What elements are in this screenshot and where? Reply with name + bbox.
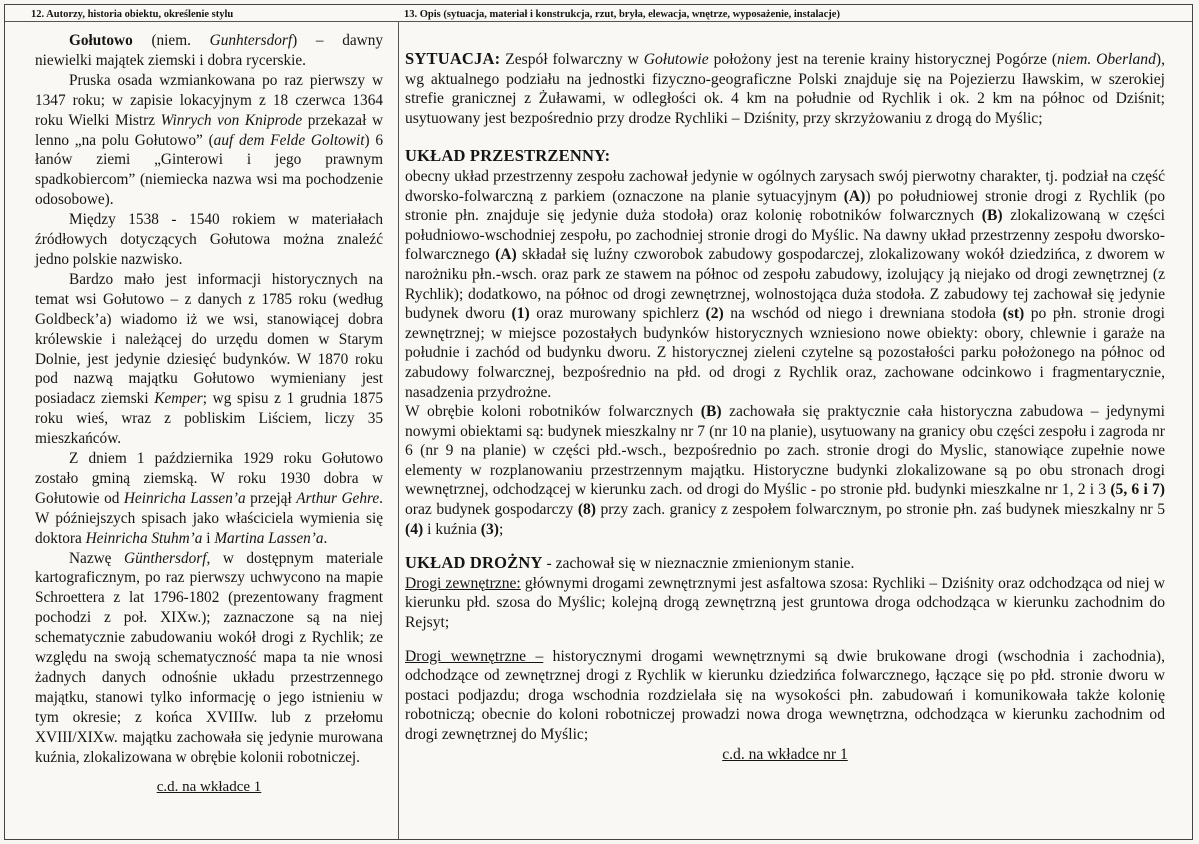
- uklad-heading: UKŁAD PRZESTRZENNY:: [405, 146, 611, 166]
- village-name: Gołutowo: [69, 32, 133, 49]
- text-run: składał się luźny czworobok zabudowy gospodarczej, zlokalizowany wokół dziedzińca, z dworem w narożniku płn.-wsch. oraz park ze stawem na północ od zespołu zabudowy, izolujący ją niejako od drogi zewnętrznej (z Rychlik); dodatkowo, na północ od drogi zewnętrznej, wolnostojąca duża stodoła. Z zabudowy tej zachował się jedynie budynek dworu: [405, 246, 1165, 323]
- text-run: W obrębie koloni robotników folwarcznych: [405, 403, 701, 421]
- drozny-paragraph: [405, 553, 1165, 574]
- form-sheet: [4, 4, 1193, 840]
- person-name: Kemper: [154, 390, 203, 408]
- text-run: Z dniem 1 października 1929 roku Gołutowo zostało gminą ziemską. W roku 1930 dobra w Gołutowie od: [35, 450, 383, 507]
- plan-marker: (A): [843, 187, 866, 205]
- plan-marker: (5, 6 i 7): [1110, 481, 1165, 499]
- history-column: [35, 31, 383, 797]
- person-name: Winrych von Kniprode: [160, 111, 303, 129]
- text-run: przekazał w lenno „na polu Gołutowo” (: [35, 111, 383, 149]
- plan-marker: (B): [700, 403, 722, 421]
- text-run: .: [323, 529, 328, 547]
- text-run: ;: [498, 520, 504, 538]
- text-run: głównymi drogami zewnętrznymi jest asfaltowa szosa: Rychliki – Dziśnity oraz odchodząca od niej w kierunku płd. szosa do Myślic; kolejną drogą zewnętrzną jest gruntowa droga odchodząca w kierunku zachodnim do Rejsyt;: [405, 574, 1165, 632]
- spacer: [405, 633, 1165, 647]
- drozny-heading: UKŁAD DROŻNY: [405, 553, 543, 573]
- person-name: Heinricha Lassen’a: [123, 489, 246, 507]
- text-run: Zespół folwarczny w: [500, 51, 644, 68]
- history-paragraph-3: Między 1538 - 1540 rokiem w materiałach źródłowych dotyczących Gołutowa można znaleźć jedno polskie nazwisko.: [35, 211, 383, 268]
- plan-marker: (1): [511, 305, 530, 323]
- plan-marker: (2): [705, 305, 724, 323]
- text-run: zlokalizowaną w części południowo-wschodniej zespołu, po zachodniej stronie drogi do Myślic. Na dawny układ przestrzenny zespołu dworsko-folwarcznego: [405, 207, 1165, 264]
- place-name: Gołutowie: [643, 51, 709, 68]
- person-name: Heinricha Stuhm’a: [85, 529, 203, 547]
- person-name: Martina Lassen’a: [214, 529, 324, 547]
- person-name: Arthur Gehre: [296, 489, 380, 507]
- text-run: Nazwę: [69, 549, 125, 567]
- column-divider: [398, 21, 399, 839]
- spacer: [35, 768, 383, 778]
- section-12-header: 12. Autorzy, historia obiektu, określenie stylu: [31, 9, 234, 20]
- text-run: i kuźnia: [423, 520, 481, 538]
- text-run: ) 6 łanów ziemi „Ginterowi i jego prawnym spadkobiercom” (niemiecka nazwa wsi ma pochodzenie odosobowe).: [35, 131, 384, 209]
- german-name: Gunhtersdorf: [209, 32, 293, 49]
- header-rule: [5, 21, 1192, 22]
- plan-marker: (4): [405, 520, 424, 538]
- text-run: historycznymi drogami wewnętrznymi są dwie brukowane drogi (wschodnia i zachodnia), odchodzące od zewnętrznej drogi z Rychlik w kierunku dziedzińca folwarcznego, łączące się po płd. stronie dworu w postaci podjazdu; droga wschodnia rozdzielała się na wysokości płn. zabudowań i komunikowała także kolonię robotniczą; obecnie do koloni robotniczej prowadzi nowa droga wewnętrzna, odchodząca w kierunku zachodnim od drogi zewnętrznej do Myślic;: [405, 647, 1165, 743]
- text-run: ) – dawny niewielki majątek ziemski i dobra rycerskie.: [35, 32, 383, 69]
- drogi-wewnetrzne-paragraph: [405, 647, 1165, 745]
- text-run: na wschód od niego i drewniana stodoła: [723, 305, 1003, 323]
- continued-note-right: c.d. na wkładce nr 1: [722, 745, 848, 763]
- text-run: obecny układ przestrzenny zespołu zachował jedynie w ogólnych zarysach swój pierwotny charakter, tj. podział na część dworsko-folwarczną z parkiem (oznaczone na planie sytuacyjnym: [405, 167, 1165, 205]
- text-run: Bardzo mało jest informacji historycznych na temat wsi Gołutowo – z danych z 1785 roku (według Goldbeck’a) wiadomo iż we wsi, stanowiącej dobra królewskie i należącej do urzędu domen w Starym Dolnie, jest jedynie dziesięć budynków. W 1870 roku pod nazwą majątku Gołutowo wymieniany jest posiadacz ziemski: [35, 270, 383, 408]
- drogi-wewnetrzne-heading: Drogi wewnętrzne –: [405, 647, 544, 665]
- text-run: zachowała się praktycznie cała historyczna zabudowa – jedynymi nowymi obiektami są: budynek mieszkalny nr 7 (nr 10 na planie), usytuowany na granicy obu części zespołu i zagroda nr 6 (nr 9 na planie) w części płd.-wsch., bezpośrednio po zach. stronie drogi do Myslic, stanowiące zupełnie nowe elementy w rozplanowaniu przestrzennym majątku. Historyczne budynki zlokalizowane są po obu stronach drogi wewnętrznej, odchodzącej w kierunku zach. od drogi do Myślic - po stronie płd. budynki mieszkalne nr 1, 2 i 3: [405, 403, 1165, 499]
- history-paragraph-4: [35, 270, 383, 449]
- spacer: [405, 128, 1165, 146]
- history-paragraph-1: [35, 31, 383, 71]
- text-run: oraz murowany spichlerz: [529, 305, 706, 323]
- plan-marker: (3): [480, 520, 499, 538]
- plan-marker: (st): [1002, 305, 1025, 323]
- text-run: oraz budynek gospodarczy: [405, 501, 578, 519]
- section-13-header: 13. Opis (sytuacja, materiał i konstrukcja, rzut, bryła, elewacja, wnętrze, wyposażenie, instalacje): [404, 9, 840, 20]
- history-paragraph-2: [35, 71, 383, 210]
- text-run: ), wg aktualnego podziału na jednostki fizyczno-geograficzne Polski znajduje się na Pojezierzu Iławskim, w szerokiej strefie granicznej z Żuławami, w odległości ok. 4 km na południe od Rychlik i ok. 2 km na północ od Dziśnit; usytuowany jest bezpośrednio przy drodze Rychliki – Dziśnity, przy skrzyżowaniu z drogą do Myślic;: [405, 51, 1165, 127]
- german-name: Günthersdorf: [124, 549, 207, 567]
- sytuacja-heading: SYTUACJA:: [405, 49, 501, 68]
- text-run: ; wg spisu z 1 grudnia 1875 roku wieś, wraz z pobliskim Liściem, liczy 35 mieszkańców.: [35, 390, 383, 448]
- continued-note-left: c.d. na wkładce 1: [156, 778, 262, 795]
- text-run: , w dostępnym materiale kartograficznym, po raz pierwszy uchwycono na mapie Schroettera z lat 1796-1802 (prezentowany fragment pochodzi z poł. XIXw.); zaznaczone są na niej schematycznie zabudowaniu wokół drogi z Rychlik; ze względu na swoją schematyczność mapa ta nie wnosi żadnych danych odnośnie układu przestrzennego majątku, stanowi tylko informację o jego istnieniu w tym okresie; z końca XVIIIw. lub z przełomu XVIII/XIXw. majątku zachowała się jedynie murowana kuźnia, zlokalizowana w obrębie kolonii robotniczej.: [35, 549, 383, 766]
- drogi-zewnetrzne-paragraph: [405, 574, 1165, 633]
- text-run: po płn. stronie drogi zewnętrznej; w miejsce pozostałych budynków historycznych wzniesiono nowe obiekty: obory, chlewnie i garaże na południe i zachód od budynku dworu. Z historycznej zieleni czytelne są pozostałości parku położonego na północ od zabudowy folwarcznej, bezpośrednio na płd. od drogi z Rychlik oraz, zachowane odcinkowo i fragmentarycznie, nasadzenia przydrożne.: [405, 305, 1166, 401]
- uklad-paragraph-1: [405, 167, 1165, 402]
- text-run: przy zach. granicy z zespołem folwarcznym, po stronie płn. zaś budynek mieszkalny nr 5: [596, 501, 1165, 519]
- spacer: [405, 31, 1165, 49]
- sytuacja-paragraph: [405, 49, 1165, 128]
- spacer: [405, 539, 1165, 553]
- text-run: położony jest na terenie krainy historycznej Pogórze (: [708, 51, 1058, 68]
- text-run: Pruska osada wzmiankowana po raz pierwszy w 1347 roku; w zapisie lokacyjnym z 18 czerwca 1364 roku Wielki Mistrz: [35, 71, 383, 129]
- text-run: przejął: [245, 489, 297, 507]
- plan-marker: (A): [495, 246, 517, 264]
- text-run: i: [202, 529, 215, 547]
- german-phrase: auf dem Felde Goltowit: [213, 131, 365, 149]
- german-name: niem. Oberland: [1057, 51, 1156, 68]
- plan-marker: (8): [577, 501, 596, 519]
- drogi-zewnetrzne-heading: Drogi zewnętrzne:: [405, 574, 521, 592]
- plan-marker: (B): [981, 207, 1003, 225]
- description-column: [405, 31, 1165, 764]
- history-paragraph-5: [35, 449, 383, 549]
- text-run: - zachował się w nieznacznie zmienionym stanie.: [542, 555, 855, 573]
- uklad-heading-line: [405, 146, 1165, 167]
- uklad-paragraph-2: [405, 402, 1165, 539]
- text-run: ) po południowej stronie drogi z Rychlik (po stronie płn. znajduje się jedynie duża stodoła) oraz kolonię robotników folwarcznych: [405, 187, 1165, 225]
- text-run: . W późniejszych spisach jako właściciela wymienia się doktora: [35, 489, 383, 547]
- text-run: (niem.: [132, 32, 210, 49]
- history-paragraph-6: [35, 549, 383, 768]
